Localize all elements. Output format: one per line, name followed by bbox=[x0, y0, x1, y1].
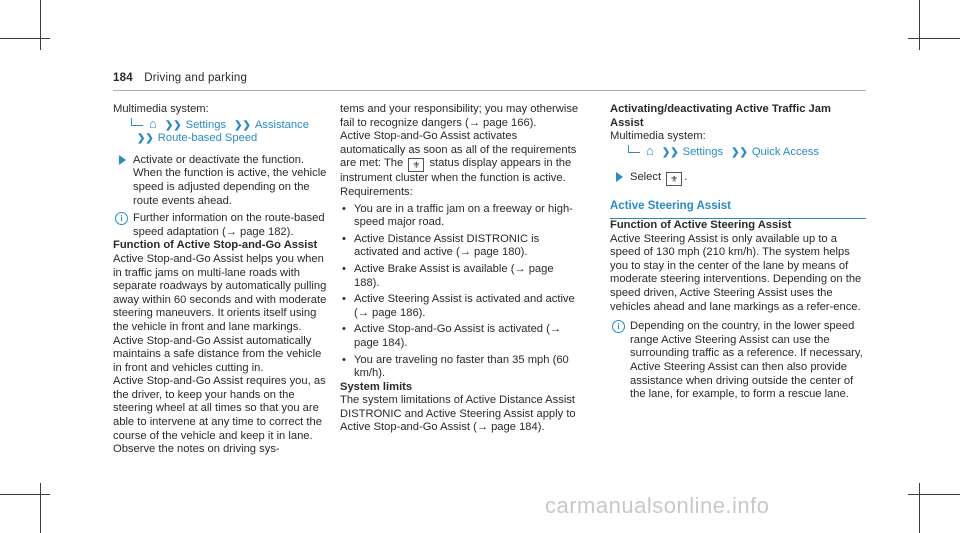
info-note bbox=[610, 320, 866, 402]
section-heading: Function of Active Steering Assist bbox=[610, 218, 792, 231]
crop-mark bbox=[919, 483, 920, 533]
multimedia-label: Multimedia system: bbox=[610, 130, 706, 143]
paragraph: Active Stop-and-Go Assist helps you when in traffic jams on multi-lane roads with separate roadways by automatically pulling away within 60 seconds and with moderate steering maneuvers. It orients itself using the vehicle in front and lane markings. Active Stop-and-Go Assist automatically maintains a safe distance from the vehicle in front and vehicles cutting in. bbox=[113, 252, 327, 374]
home-icon: ⌂ bbox=[646, 142, 654, 158]
crop-mark bbox=[919, 0, 920, 50]
section-heading: Function of Active Stop-and-Go Assist bbox=[113, 239, 318, 252]
crop-mark bbox=[0, 494, 50, 495]
path-item: Route-based Speed bbox=[157, 132, 258, 145]
paragraph-part: Active Stop-and-Go Assist activates automatically as soon as all of the requirements are met: The bbox=[340, 130, 577, 170]
watermark: carmanualsonline.info bbox=[545, 493, 770, 518]
header-divider bbox=[113, 90, 866, 91]
chevron-icon: ❯❯ bbox=[137, 133, 154, 145]
requirements-list bbox=[340, 203, 580, 381]
chevron-icon: ❯❯ bbox=[731, 146, 748, 158]
crop-mark bbox=[908, 494, 960, 495]
column-1 bbox=[113, 103, 328, 457]
section-heading bbox=[610, 103, 866, 130]
steering-assist-icon: ⚜ bbox=[408, 158, 424, 172]
paragraph: Active Stop-and-Go Assist requires you, as the driver, to keep your hands on the steering wheel at all times so that you are able to intervene at any time to correct the course of the vehicle and keep it in lane. Observe the notes on driving sys- bbox=[113, 375, 326, 456]
paragraph: tems and your responsibility; you may otherwise fail to recognize dangers (→ page 166). bbox=[340, 103, 579, 129]
path-hook-icon bbox=[628, 145, 640, 153]
column-2 bbox=[340, 103, 580, 435]
path-item: Settings bbox=[185, 118, 227, 131]
requirements-label: Requirements: bbox=[340, 185, 413, 198]
chapter-title: Driving and parking bbox=[144, 72, 248, 84]
info-note bbox=[113, 212, 328, 239]
menu-path bbox=[610, 144, 866, 160]
crop-mark bbox=[40, 483, 41, 533]
chevron-icon: ❯❯ bbox=[661, 146, 679, 158]
step-arrow-icon bbox=[616, 172, 623, 182]
select-label: Select bbox=[630, 171, 662, 184]
list-item: • Active Brake Assist is available (→ page 188). bbox=[340, 263, 580, 290]
paragraph-part: status display appears in the instrument cluster when the function is active. bbox=[340, 157, 572, 185]
info-icon: i bbox=[612, 320, 625, 333]
column-3 bbox=[610, 103, 866, 402]
step-arrow-icon bbox=[119, 155, 126, 165]
crop-mark bbox=[40, 0, 41, 50]
section-heading: System limits bbox=[340, 380, 413, 393]
page-header bbox=[113, 72, 247, 84]
list-item: • Active Steering Assist is activated and active (→ page 186). bbox=[340, 293, 580, 320]
step-text: Select ⚜ . bbox=[630, 171, 688, 185]
step-activate bbox=[113, 154, 328, 208]
crop-mark bbox=[0, 38, 50, 39]
list-item: • Active Stop-and-Go Assist is activated (→ page 184). bbox=[340, 323, 580, 350]
home-icon: ⌂ bbox=[149, 115, 157, 131]
steering-assist-icon: ⚜ bbox=[666, 172, 682, 186]
path-hook-icon bbox=[131, 118, 143, 126]
heading-line: Activating/deactivating Active Traffic Jam bbox=[610, 103, 831, 115]
multimedia-label: Multimedia system: bbox=[113, 103, 209, 115]
menu-path bbox=[113, 117, 328, 133]
list-item: • You are traveling no faster than 35 mph (60 km/h). bbox=[340, 354, 580, 381]
page-number: 184 bbox=[113, 72, 133, 84]
list-item: • Active Distance Assist DISTRONIC is activated and active (→ page 180). bbox=[340, 233, 580, 260]
note-text: Depending on the country, in the lower speed range Active Steering Assist can use the surrounding traffic as a reference. If necessary, Active Steering Assist can then also provide assistance when driving outside the center of the lane, for example, to form a rescue lane. bbox=[630, 320, 863, 401]
step-result: When the function is active, the vehicle speed is adjusted depending on the route events ahead. bbox=[133, 167, 327, 207]
paragraph: The system limitations of Active Distance Assist DISTRONIC and Active Steering Assist apply to Active Stop-and-Go Assist (→ page 184). bbox=[340, 394, 576, 434]
section-title: Active Steering Assist bbox=[610, 200, 866, 219]
path-item: Quick Access bbox=[751, 145, 819, 158]
crop-mark bbox=[908, 38, 960, 39]
step-text: Activate or deactivate the function. bbox=[133, 153, 305, 166]
step-select bbox=[610, 171, 866, 186]
menu-path-2 bbox=[113, 132, 328, 146]
heading-line: Assist bbox=[610, 116, 644, 129]
info-icon: i bbox=[115, 212, 128, 225]
list-item: • You are in a traffic jam on a freeway or high-speed major road. bbox=[340, 203, 580, 230]
paragraph bbox=[340, 130, 580, 186]
chevron-icon: ❯❯ bbox=[234, 119, 251, 131]
path-item: Assistance bbox=[254, 118, 309, 131]
paragraph: Active Steering Assist is only available up to a speed of 130 mph (210 km/h). The system helps you to stay in the center of the lane by means of moderate steering interventions. Depending on the speed driven, Active Steering Assist uses the vehicles ahead and lane markings as a refer-ence. bbox=[610, 232, 862, 313]
chevron-icon: ❯❯ bbox=[164, 119, 182, 131]
path-item: Settings bbox=[682, 145, 724, 158]
note-text: Further information on the route-based speed adaptation (→ page 182). bbox=[133, 212, 325, 238]
